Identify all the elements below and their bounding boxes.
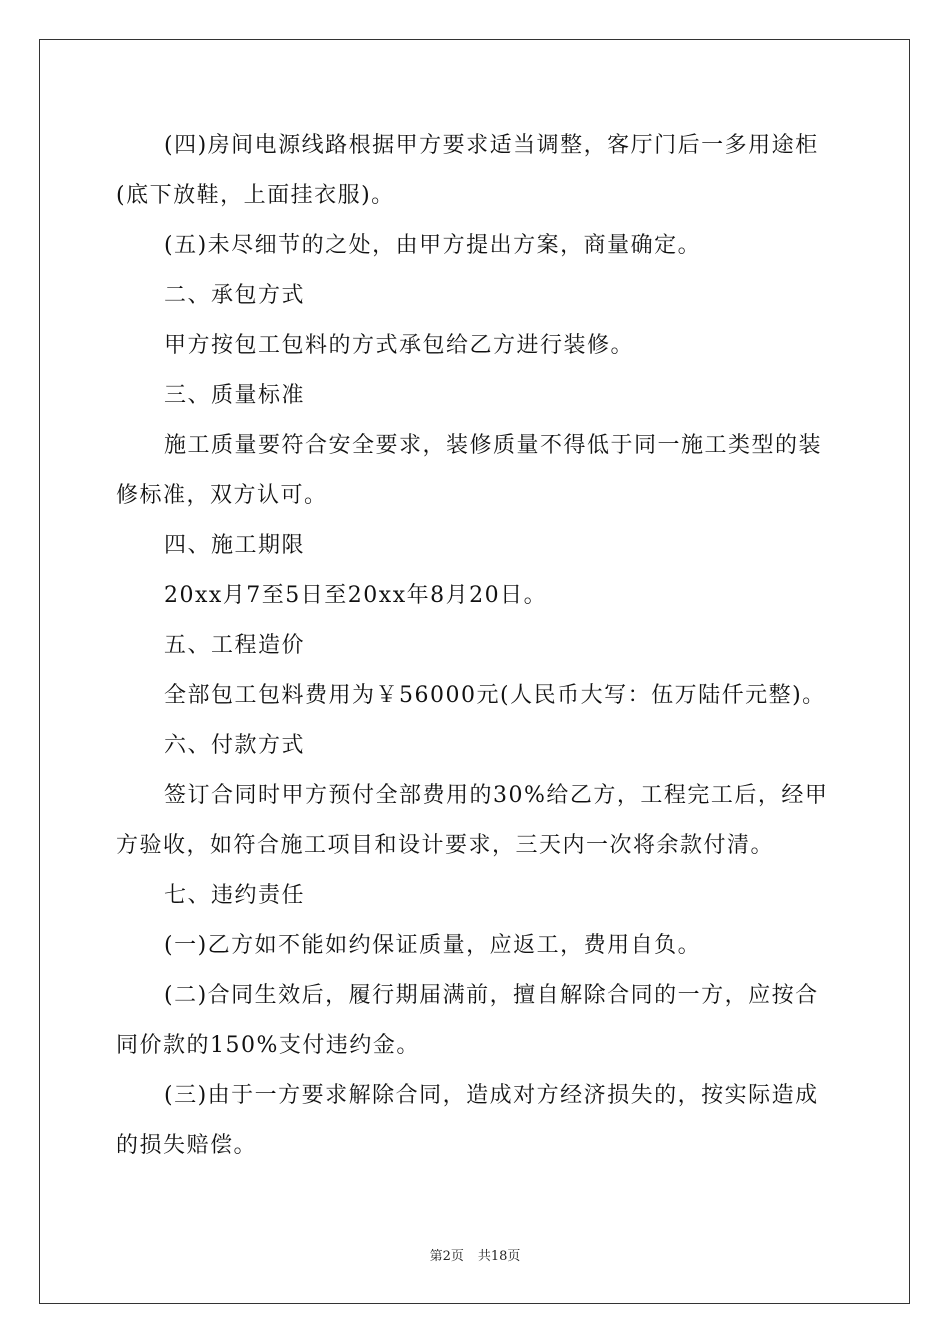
text-line: (四)房间电源线路根据甲方要求适当调整，客厅门后一多用途柜 bbox=[164, 133, 819, 158]
text-line: (五)未尽细节的之处，由甲方提出方案，商量确定。 bbox=[164, 233, 702, 258]
text-line: 施工质量要符合安全要求，装修质量不得低于同一施工类型的装 bbox=[164, 433, 823, 458]
text-line: (底下放鞋，上面挂衣服)。 bbox=[116, 183, 395, 208]
section-heading: 六、付款方式 bbox=[164, 733, 306, 758]
page-number: 第2页 bbox=[429, 1249, 464, 1264]
section-heading: 五、工程造价 bbox=[164, 633, 306, 658]
text-line: 修标准，双方认可。 bbox=[116, 483, 328, 508]
page-total: 共18页 bbox=[477, 1249, 521, 1264]
text-line: 全部包工包料费用为￥56000元(人民币大写：伍万陆仟元整)。 bbox=[164, 683, 826, 708]
text-line: (一)乙方如不能如约保证质量，应返工，费用自负。 bbox=[164, 933, 702, 958]
text-line: 签订合同时甲方预付全部费用的30%给乙方，工程完工后，经甲 bbox=[164, 783, 829, 808]
text-line: (三)由于一方要求解除合同，造成对方经济损失的，按实际造成 bbox=[164, 1083, 819, 1108]
text-line: (二)合同生效后，履行期届满前，擅自解除合同的一方，应按合 bbox=[164, 983, 819, 1008]
section-heading: 四、施工期限 bbox=[164, 533, 306, 558]
section-heading: 三、质量标准 bbox=[164, 383, 306, 408]
text-line: 甲方按包工包料的方式承包给乙方进行装修。 bbox=[164, 333, 635, 358]
text-line: 同价款的150%支付违约金。 bbox=[116, 1033, 420, 1058]
text-line: 20xx月7至5日至20xx年8月20日。 bbox=[164, 583, 548, 608]
text-line: 方验收，如符合施工项目和设计要求，三天内一次将余款付清。 bbox=[116, 833, 775, 858]
text-line: 的损失赔偿。 bbox=[116, 1133, 258, 1158]
section-heading: 二、承包方式 bbox=[164, 283, 306, 308]
page-footer bbox=[0, 1245, 950, 1264]
section-heading: 七、违约责任 bbox=[164, 883, 306, 908]
